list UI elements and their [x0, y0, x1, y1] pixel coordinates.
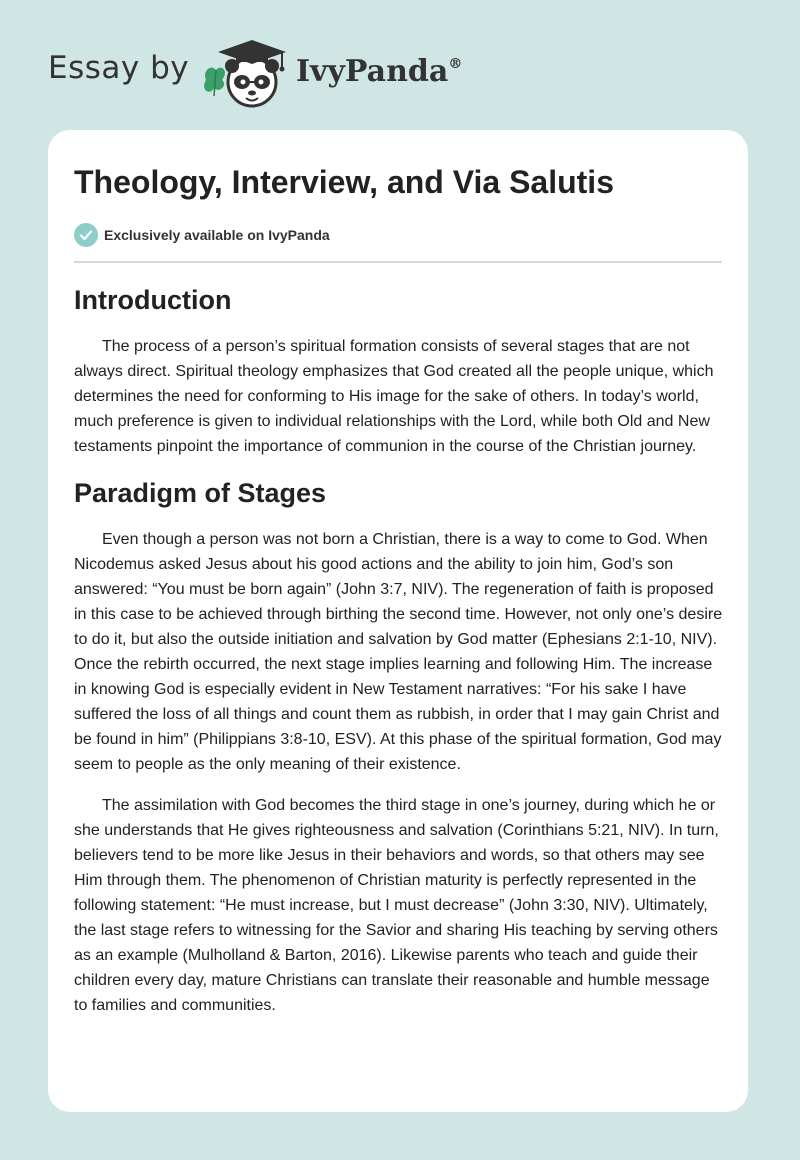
paragraph-paradigm-1: Even though a person was not born a Christian, there is a way to come to God. When Nicodemus asked Jesus about his good actions and the ability to join him, God’s son answered: “You must be born again” (John 3:7, NIV). The regeneration of faith is proposed in this case to be achieved through birthing the second time. However, not only one’s desire to do it, but also the outside initiation and salvation by God matter (Ephesians 2:1-10, NIV). Once the rebirth occurred, the next stage implies learning and following Him. The increase in knowing God is especially evident in New Testament narratives: “For his sake I have suffered the loss of all things and count them as rubbish, in order that I may gain Christ and be found in him” (Philippians 3:8-10, ESV). At this phase of the spiritual formation, God may seem to people as the only meaning of their existence.: [74, 531, 723, 773]
exclusive-badge-label: Exclusively available on IvyPanda: [104, 227, 330, 243]
section-heading-paradigm: Paradigm of Stages: [74, 478, 327, 508]
section-heading-introduction: Introduction: [74, 285, 232, 315]
brand-name[interactable]: IvyPanda®: [296, 54, 463, 89]
exclusive-badge: [74, 222, 330, 248]
trademark-symbol: ®: [448, 56, 463, 72]
essay-title: Theology, Interview, and Via Salutis: [74, 164, 614, 200]
checkmark-icon: [74, 223, 98, 247]
site-header: [0, 0, 800, 130]
paragraph-paradigm-2: The assimilation with God becomes the third stage in one’s journey, during which he or she understands that He gives righteousness and salvation (Corinthians 5:21, NIV). In turn, believers tend to be more like Jesus in their behaviors and words, so that others may see Him through them. The phenomenon of Christian maturity is perfectly represented in the following statement: “He must increase, but I must decrease” (John 3:30, NIV). Ultimately, the last stage refers to witnessing for the Savior and sharing His teaching by serving others as an example (Mulholland & Barton, 2016). Likewise parents who teach and guide their children every day, mature Christians can translate their reasonable and humble message to families and communities.: [74, 797, 719, 1014]
essay-card: [48, 130, 748, 1112]
essay-body: [74, 282, 724, 1034]
paragraph-introduction-1: The process of a person’s spiritual formation consists of several stages that are not always direct. Spiritual theology emphasizes that God created all the people unique, which determines the need for conforming to His image for the sake of others. In today’s world, much preference is given to individual relationships with the Lord, while both Old and New testaments pinpoint the importance of communion in the course of the Christian journey.: [74, 338, 714, 455]
title-divider: [74, 261, 722, 263]
panda-graduate-icon[interactable]: [200, 36, 290, 112]
essay-by-label: Essay by: [48, 50, 190, 86]
